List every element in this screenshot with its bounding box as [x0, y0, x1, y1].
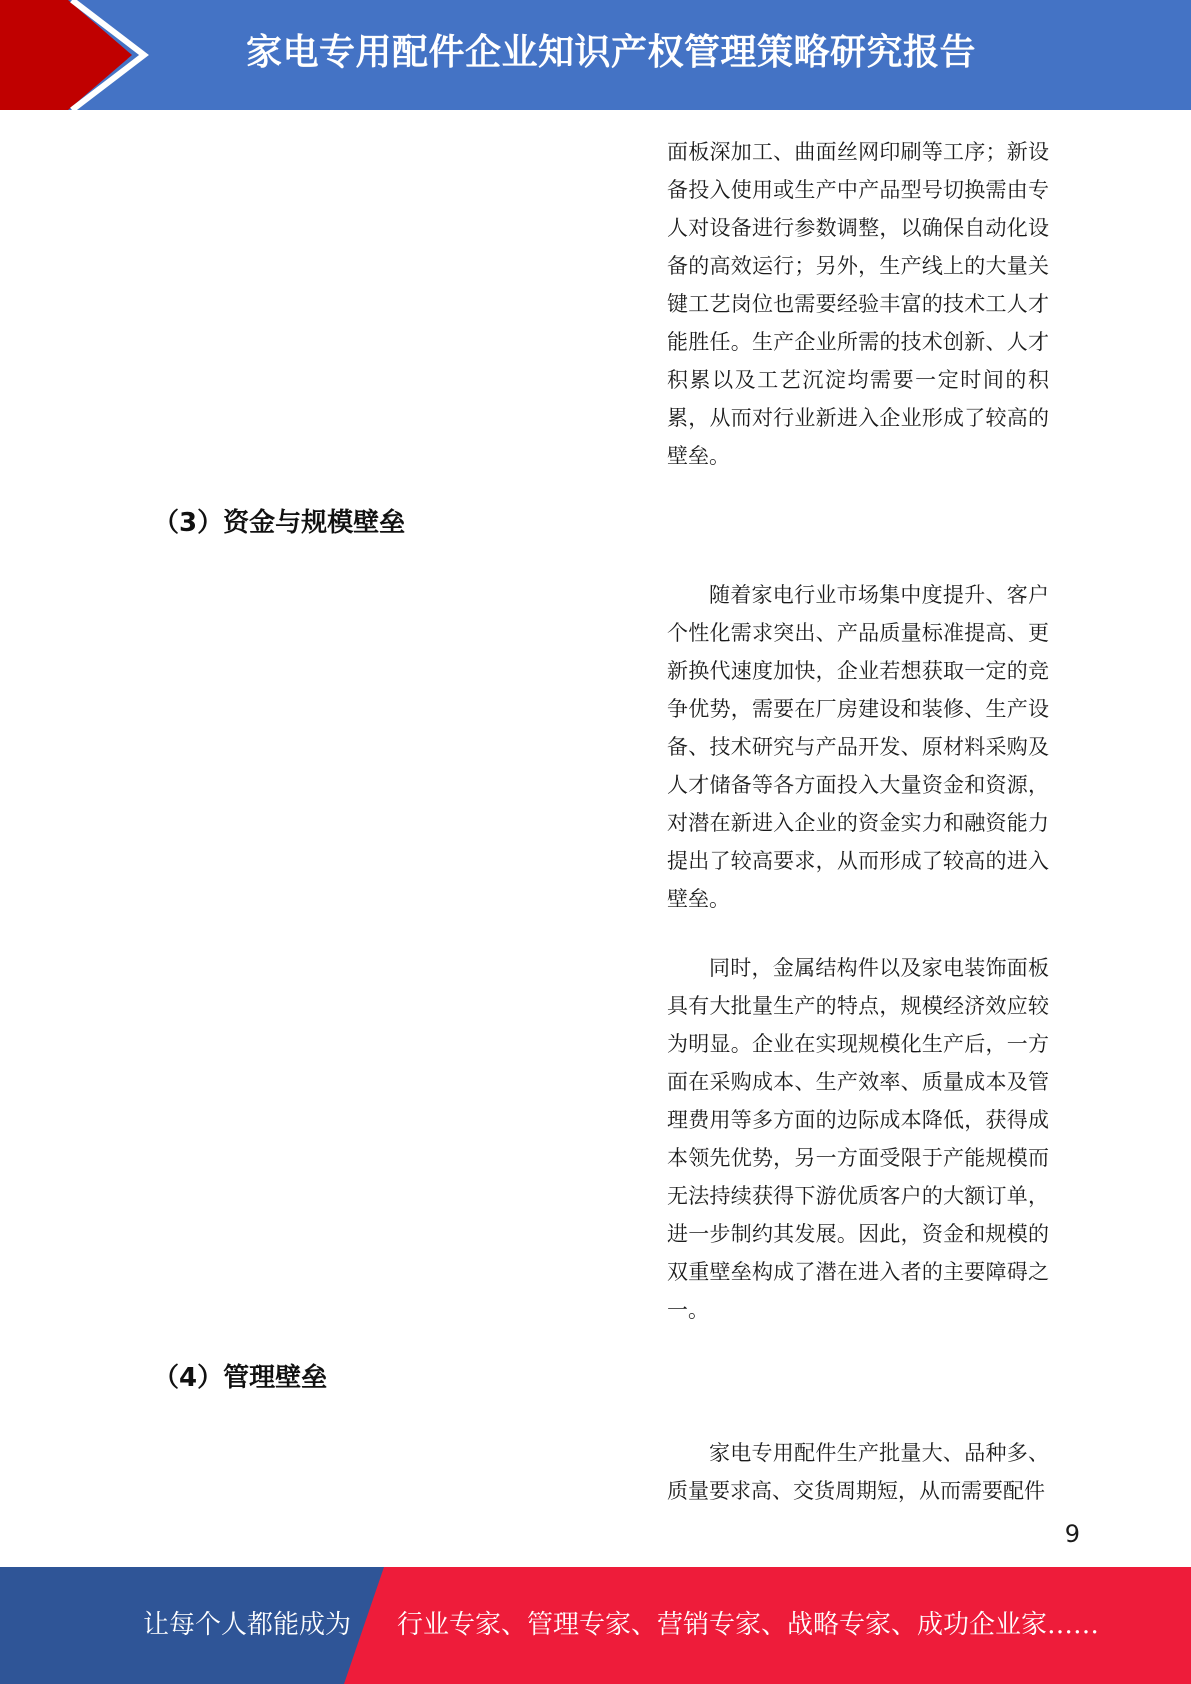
footer-slogan-left: 让每个人都能成为 [143, 1610, 352, 1640]
paragraph-management-barrier-1: 家电专用配件生产批量大、品种多、质量要求高、交货周期短，从而需要配件 [667, 1441, 1049, 1503]
page-header [0, 0, 1191, 110]
page-footer [0, 1567, 1191, 1684]
paragraph-capital-barrier-1: 随着家电行业市场集中度提升、客户个性化需求突出、产品质量标准提高、更新换代速度加快，企业若想获取一定的竞争优势，需要在厂房建设和装修、生产设备、技术研究与产品开发、原材料采购及人才储备等各方面投入大量资金和资源，对潜在新进入企业的资金实力和融资能力提出了较高要求，从而形成了较高的进入壁垒。 [667, 583, 1049, 911]
section-heading-capital-scale-barrier: （3）资金与规模壁垒 [153, 508, 406, 538]
page-number: 9 [1064, 1520, 1080, 1548]
red-chevron-shape [0, 0, 132, 110]
report-title: 家电专用配件企业知识产权管理策略研究报告 [246, 32, 977, 73]
section-heading-management-barrier: （4）管理壁垒 [153, 1363, 328, 1393]
paragraph-capital-barrier-2: 同时，金属结构件以及家电装饰面板具有大批量生产的特点，规模经济效应较为明显。企业在实现规模化生产后，一方面在采购成本、生产效率、质量成本及管理费用等多方面的边际成本降低，获得成本领先优势，另一方面受限于产能规模而无法持续获得下游优质客户的大额订单，进一步制约其发展。因此，资金和规模的双重壁垒构成了潜在进入者的主要障碍之一。 [667, 956, 1049, 1322]
footer-slogan-right: 行业专家、管理专家、营销专家、战略专家、成功企业家…… [397, 1610, 1100, 1640]
header-chevron-decoration [0, 0, 160, 110]
paragraph-continued: 面板深加工、曲面丝网印刷等工序；新设备投入使用或生产中产品型号切换需由专人对设备进行参数调整，以确保自动化设备的高效运行；另外，生产线上的大量关键工艺岗位也需要经验丰富的技术工人才能胜任。生产企业所需的技术创新、人才积累以及工艺沉淀均需要一定时间的积累，从而对行业新进入企业形成了较高的壁垒。 [667, 140, 1049, 468]
